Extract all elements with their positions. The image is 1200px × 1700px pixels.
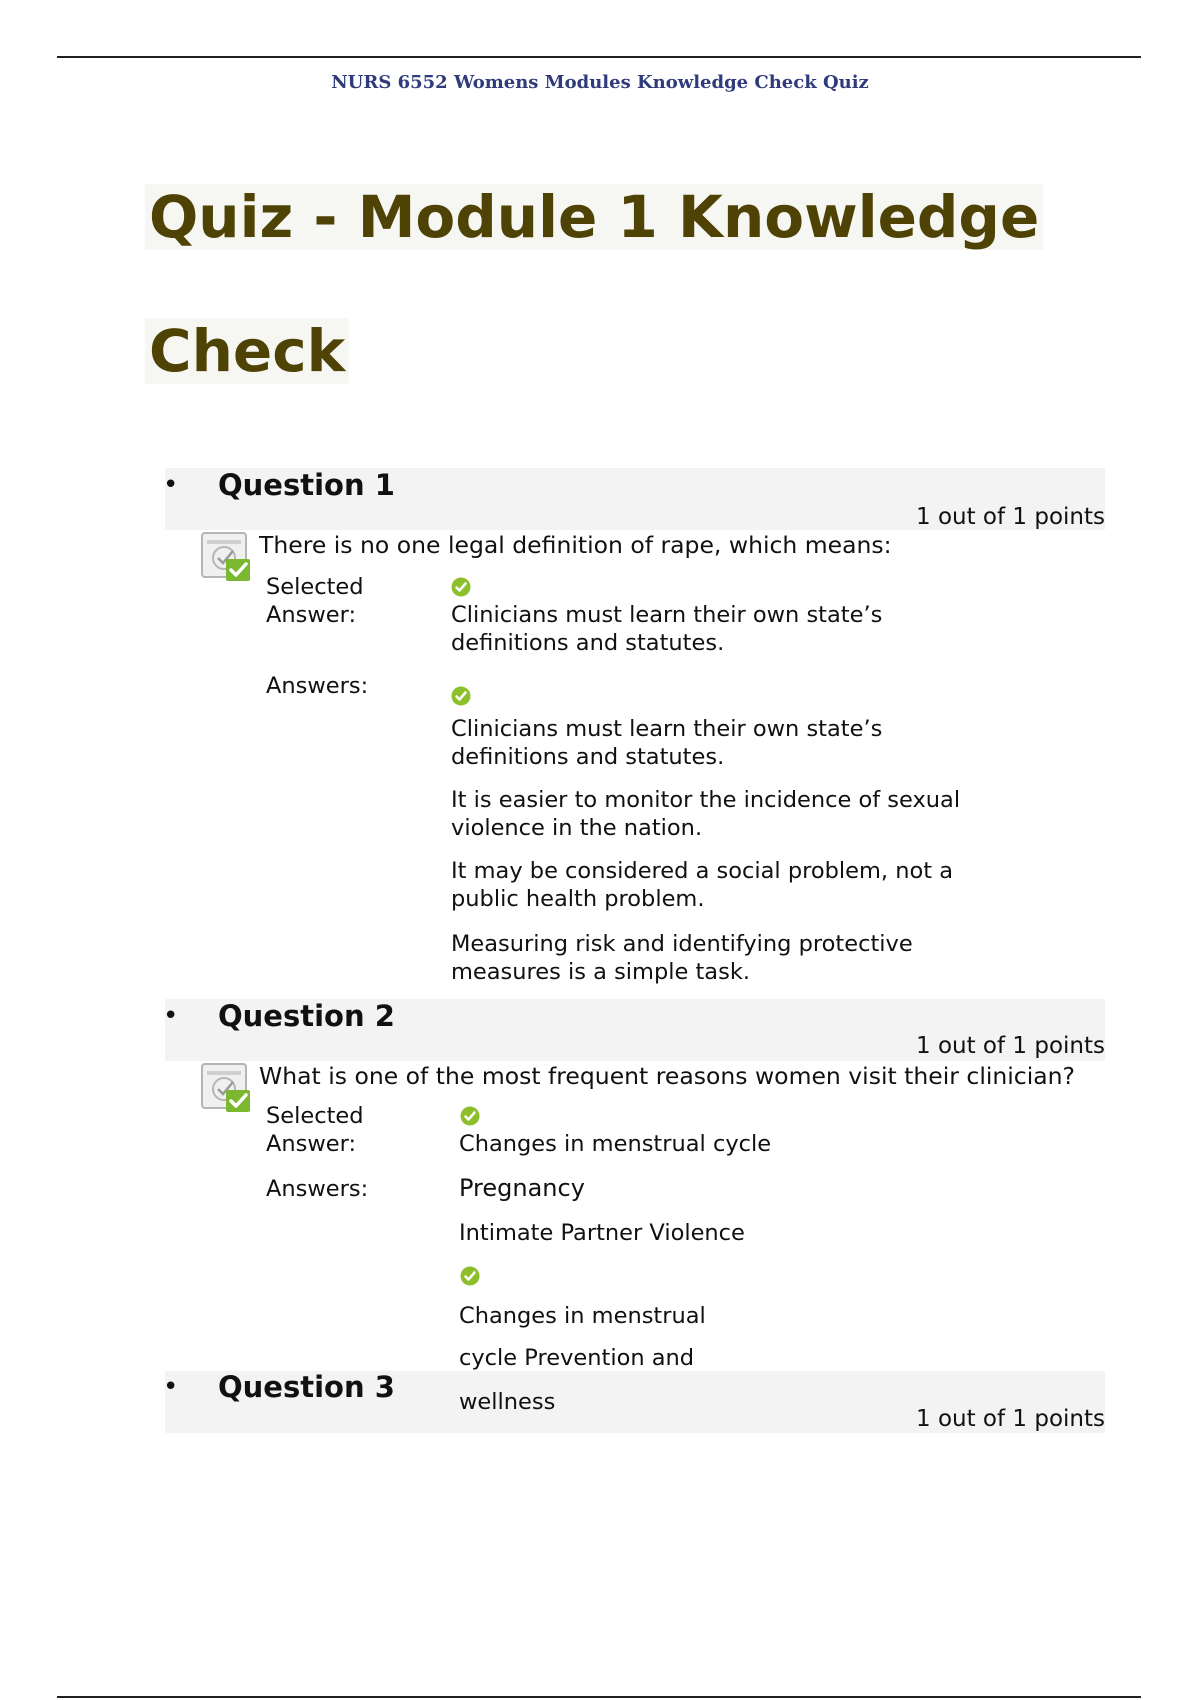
- question-2-answer-2: Intimate Partner Violence: [459, 1220, 745, 1246]
- selected-answer-label: Selected: [266, 574, 364, 600]
- question-1-answer-3-line-1: It may be considered a social problem, not a: [451, 858, 954, 884]
- question-1-points: 1 out of 1 points: [916, 504, 1105, 530]
- question-2-selected-answer: Changes in menstrual cycle: [459, 1131, 772, 1157]
- correct-check-icon: [451, 686, 471, 706]
- question-1-answer-4-line-1: Measuring risk and identifying protective: [451, 931, 913, 957]
- question-1-answer-1-line-1: Clinicians must learn their own state’s: [451, 716, 883, 742]
- correct-check-icon: [451, 577, 471, 597]
- question-1-selected-answer-line-2: definitions and statutes.: [451, 630, 725, 656]
- question-3-bullet: •: [163, 1372, 179, 1402]
- question-1-selected-answer-line-1: Clinicians must learn their own state’s: [451, 602, 883, 628]
- page-title-line-2: Check: [145, 318, 349, 384]
- header-rule: [57, 56, 1141, 58]
- question-1-answer-1-line-2: definitions and statutes.: [451, 744, 725, 770]
- graded-question-icon: [200, 1062, 254, 1116]
- footer-rule: [57, 1696, 1141, 1698]
- question-3-points: 1 out of 1 points: [916, 1406, 1105, 1432]
- question-2-points: 1 out of 1 points: [916, 1033, 1105, 1059]
- selected-answer-label-2: Answer:: [266, 602, 357, 628]
- question-1-answer-3-line-2: public health problem.: [451, 886, 705, 912]
- answers-label: Answers:: [266, 1176, 369, 1202]
- question-2-text: What is one of the most frequent reasons women visit their clinician?: [259, 1062, 1076, 1090]
- document-header: NURS 6552 Womens Modules Knowledge Check Quiz: [331, 72, 869, 93]
- question-2-answer-5: wellness: [459, 1389, 556, 1415]
- correct-check-icon: [460, 1106, 480, 1126]
- question-1-bullet: •: [163, 470, 179, 500]
- question-2-bullet: •: [163, 1001, 179, 1031]
- question-1-text: There is no one legal definition of rape, which means:: [259, 531, 892, 559]
- question-2-title: Question 2: [218, 999, 395, 1033]
- question-1-answer-2-line-2: violence in the nation.: [451, 815, 703, 841]
- question-2-answer-3: Changes in menstrual: [459, 1303, 706, 1329]
- question-2-answer-4: cycle Prevention and: [459, 1345, 695, 1371]
- question-1-answer-2-line-1: It is easier to monitor the incidence of sexual: [451, 787, 961, 813]
- correct-check-icon: [460, 1266, 480, 1286]
- question-2-answer-1: Pregnancy: [459, 1174, 585, 1202]
- question-1-title: Question 1: [218, 468, 395, 502]
- selected-answer-label-2: Answer:: [266, 1131, 357, 1157]
- selected-answer-label: Selected: [266, 1103, 364, 1129]
- page-title-line-1: Quiz - Module 1 Knowledge: [145, 184, 1043, 250]
- graded-question-icon: [200, 531, 254, 585]
- question-3-title: Question 3: [218, 1370, 395, 1404]
- question-1-answer-4-line-2: measures is a simple task.: [451, 959, 751, 985]
- answers-label: Answers:: [266, 673, 369, 699]
